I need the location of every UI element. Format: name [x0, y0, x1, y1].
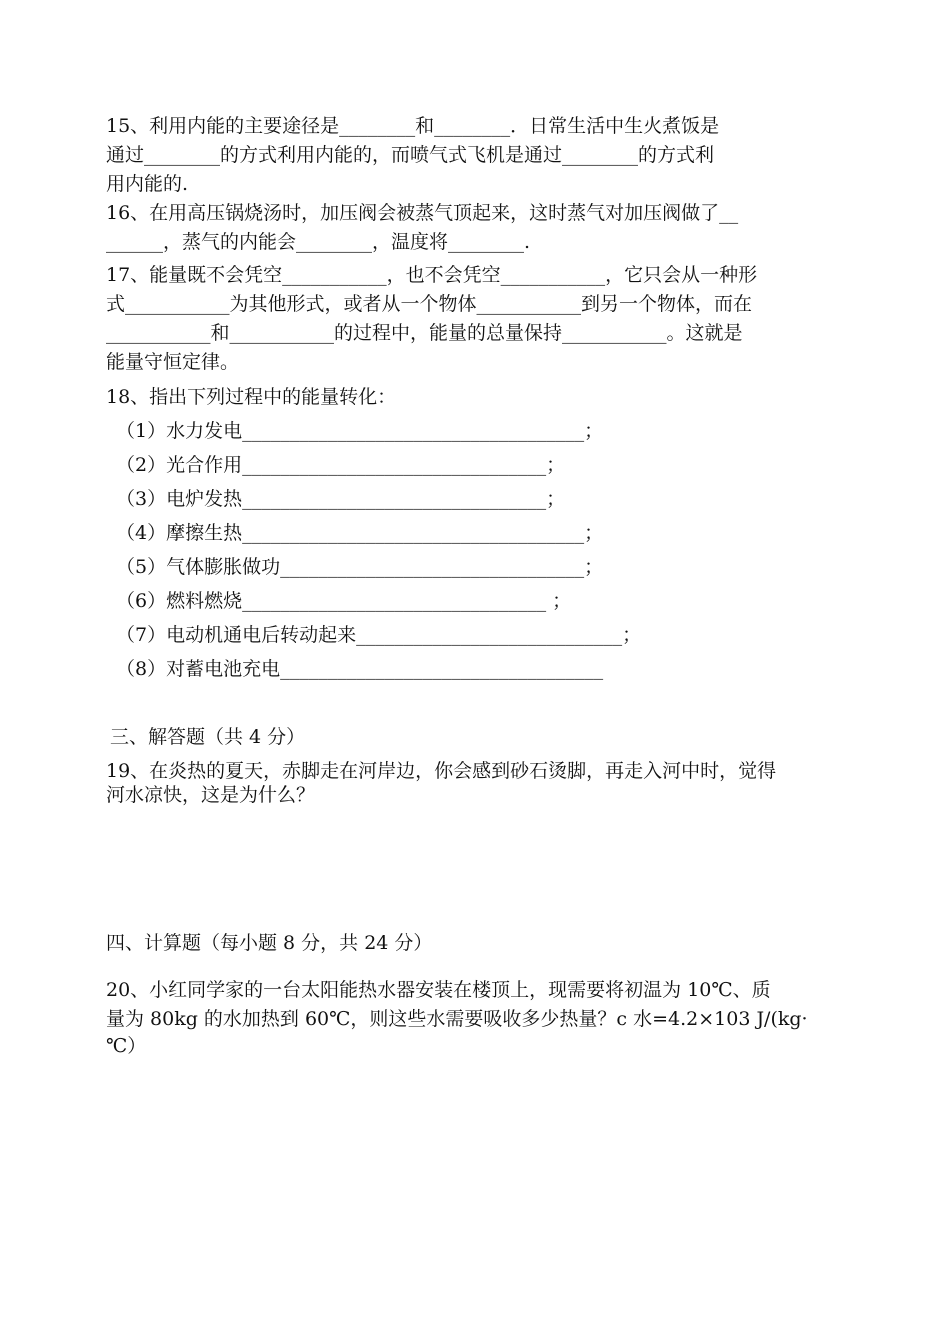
question-18-item: （8）对蓄电池充电__________________________________	[116, 658, 604, 680]
question-20-line-3: ℃）	[106, 1035, 147, 1057]
question-17-line-4: 能量守恒定律。	[106, 351, 240, 373]
section-3-heading: 三、解答题（共 4 分）	[110, 726, 306, 748]
question-15-line-1: 15、利用内能的主要途径是________和________．日常生活中生火煮饭是	[106, 115, 720, 137]
question-17-line-2: 式___________为其他形式，或者从一个物体___________到另一个物体，而在	[106, 293, 753, 315]
question-17-line-3: ___________和___________的过程中，能量的总量保持___________。这就是	[106, 322, 743, 344]
question-18-item: （5）气体膨胀做功________________________________；	[116, 556, 604, 578]
question-19-line-2: 河水凉快，这是为什么？	[106, 784, 316, 806]
question-20-line-2: 量为 80kg 的水加热到 60℃，则这些水需要吸收多少热量？c 水=4.2×103 J/(kg·	[106, 1008, 808, 1030]
question-17-line-1: 17、能量既不会凭空___________，也不会凭空___________，它只会从一种形	[106, 264, 758, 286]
question-19-line-1: 19、在炎热的夏天，赤脚走在河岸边，你会感到砂石烫脚，再走入河中时，觉得	[106, 760, 777, 782]
question-18-item: （2）光合作用________________________________；	[116, 454, 566, 476]
question-18-item: （6）燃料燃烧________________________________ ；	[116, 590, 572, 612]
section-4-heading: 四、计算题（每小题 8 分，共 24 分）	[106, 932, 433, 954]
question-20-line-1: 20、小红同学家的一台太阳能热水器安装在楼顶上，现需要将初温为 10℃、质	[106, 979, 771, 1001]
question-18-item: （1）水力发电____________________________________；	[116, 420, 604, 442]
question-18-item: （4）摩擦生热____________________________________；	[116, 522, 604, 544]
question-18-item: （3）电炉发热________________________________；	[116, 488, 566, 510]
question-15-line-2: 通过________的方式利用内能的，而喷气式飞机是通过________的方式利	[106, 144, 715, 166]
question-16-line-1: 16、在用高压锅烧汤时，加压阀会被蒸气顶起来，这时蒸气对加压阀做了__	[106, 202, 739, 224]
question-18-title: 18、指出下列过程中的能量转化：	[106, 386, 397, 408]
question-15-line-3: 用内能的.	[106, 173, 189, 195]
question-16-line-2: ______，蒸气的内能会________，温度将________.	[106, 231, 531, 253]
question-18-item: （7）电动机通电后转动起来____________________________；	[116, 624, 642, 646]
